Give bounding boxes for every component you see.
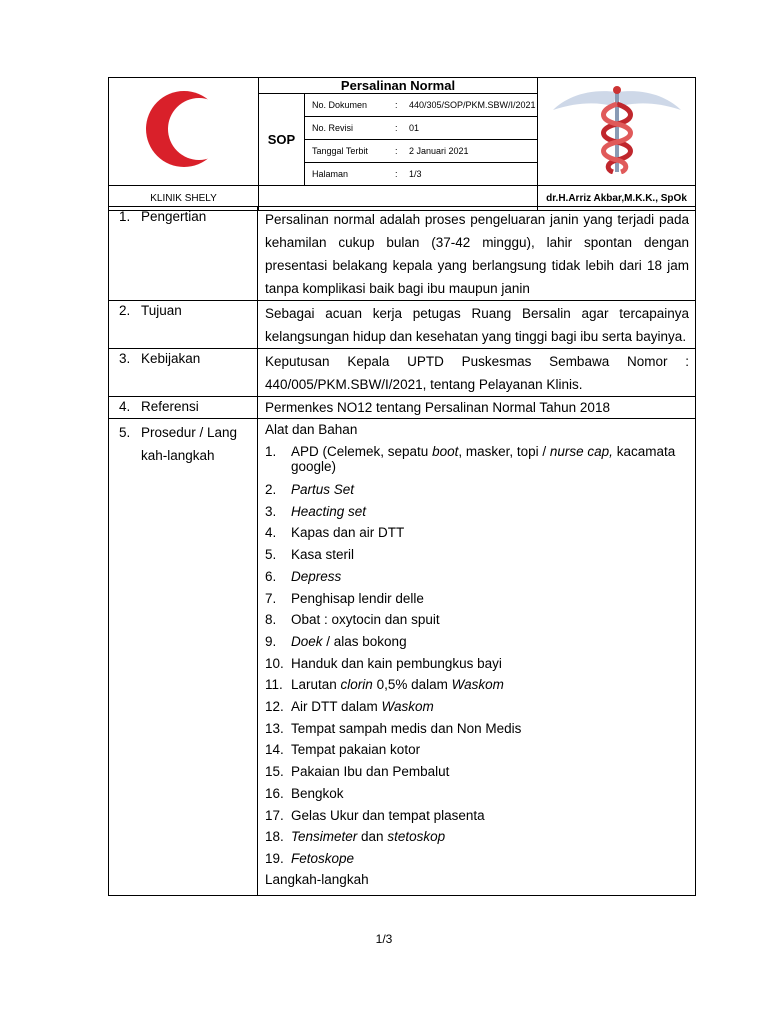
- list-item: [265, 631, 689, 653]
- list-item-text-part: Bengkok: [291, 785, 344, 801]
- langkah-heading: Langkah-langkah: [265, 871, 369, 887]
- list-item-text: [291, 805, 689, 827]
- list-item-text-part: Penghisap lendir delle: [291, 590, 424, 606]
- list-item-text: [291, 848, 689, 870]
- list-item-text-part: Doek: [291, 633, 323, 649]
- meta-no-dokumen-value: [395, 94, 538, 117]
- caduceus-logo-cell: [538, 78, 696, 186]
- row-kebijakan: [109, 349, 696, 397]
- red-crescent-logo-cell: [109, 78, 259, 186]
- list-item-text-part: Gelas Ukur dan tempat plasenta: [291, 807, 485, 823]
- meta-label: Halaman: [312, 169, 349, 179]
- list-item-text: [291, 718, 689, 740]
- meta-value: 440/305/SOP/PKM.SBW/I/2021: [409, 100, 536, 111]
- alat-bahan-list: [265, 440, 689, 870]
- row-prosedur: [109, 419, 696, 896]
- sop-label: SOP: [259, 94, 305, 186]
- row-key: [109, 301, 258, 349]
- list-item-text-part: Depress: [291, 568, 342, 584]
- list-item-text: [291, 739, 689, 761]
- meta-value: 2 Januari 2021: [409, 146, 469, 157]
- list-item-text-part: Waskom: [451, 677, 504, 693]
- sop-header-table: [108, 77, 696, 211]
- list-item: [265, 522, 689, 544]
- list-item-number: 2.: [265, 482, 277, 497]
- page-number: 1/3: [375, 932, 393, 946]
- list-item-number: 10.: [265, 655, 284, 671]
- list-item: [265, 479, 689, 501]
- alat-bahan-heading: Alat dan Bahan: [265, 422, 358, 437]
- meta-no-dokumen: [305, 94, 396, 117]
- list-item-text-part: Tensimeter: [291, 829, 358, 845]
- list-item-text-part: Fetoskope: [291, 850, 355, 866]
- row-label: Referensi: [141, 399, 199, 414]
- list-item-text: [291, 479, 689, 501]
- list-item-number: 17.: [265, 807, 284, 823]
- row-key: [109, 207, 258, 301]
- row-referensi: [109, 397, 696, 419]
- list-item-text-part: Heacting set: [291, 503, 367, 519]
- list-item-text: [291, 501, 689, 523]
- list-item: [265, 805, 689, 827]
- list-item: [265, 848, 689, 870]
- row-label: Tujuan: [141, 303, 182, 318]
- list-item-number: 12.: [265, 699, 284, 715]
- list-item-text-part: Tempat sampah medis dan Non Medis: [291, 720, 522, 736]
- row-key: [109, 397, 258, 419]
- meta-colon: :: [395, 99, 398, 110]
- list-item: [265, 674, 689, 696]
- list-item-text-part: nurse cap,: [549, 444, 613, 459]
- row-label: Pengertian: [141, 209, 207, 224]
- meta-colon: :: [395, 145, 398, 156]
- list-item-number: 9.: [265, 633, 277, 649]
- list-item-text: [291, 783, 689, 805]
- list-item-text-part: Obat : oxytocin dan spuit: [291, 612, 440, 628]
- list-item-text: [291, 544, 689, 566]
- meta-value: 1/3: [409, 169, 422, 180]
- red-crescent-icon: [144, 89, 224, 169]
- list-item-text-part: stetoskop: [387, 829, 446, 845]
- list-item-text: [291, 444, 689, 474]
- list-item-number: 16.: [265, 785, 284, 801]
- list-item-text-part: Air DTT dalam: [291, 699, 382, 715]
- pengertian-text: Persalinan normal adalah proses pengeluaran janin yang terjadi pada kehamilan cukup bulan (37-42 minggu), lahir spontan dengan presentasi belakang kepala yang berlangsung tidak lebih dari 18 jam tanpa komplikasi baik bagi ibu maupun janin: [258, 207, 696, 301]
- list-item-text-part: boot: [432, 444, 459, 459]
- list-item: [265, 440, 689, 479]
- row-label: Prosedur / Lang: [141, 425, 238, 440]
- list-item-text: [291, 609, 689, 631]
- list-item-text: [291, 631, 689, 653]
- list-item: [265, 739, 689, 761]
- list-item: [265, 566, 689, 588]
- list-item-text-part: 0,5% dalam: [372, 677, 452, 693]
- list-item-text: [291, 522, 689, 544]
- clinic-name: KLINIK SHELY: [109, 186, 259, 211]
- list-item: [265, 653, 689, 675]
- tujuan-text: Sebagai acuan kerja petugas Ruang Bersalin agar tercapainya kelangsungan hidup dan kesehatan yang tinggi bagi ibu serta bayinya.: [258, 301, 696, 349]
- list-item: [265, 501, 689, 523]
- prosedur-content: [258, 419, 696, 896]
- row-number: 1.: [119, 209, 131, 224]
- kebijakan-text: Keputusan Kepala UPTD Puskesmas Sembawa Nomor : 440/005/PKM.SBW/I/2021, tentang Pelayanan Klinis.: [258, 349, 696, 397]
- list-item-number: 6.: [265, 568, 277, 584]
- meta-label: No. Revisi: [312, 123, 354, 133]
- meta-label: Tanggal Terbit: [312, 146, 368, 156]
- list-item: [265, 761, 689, 783]
- document-title: Persalinan Normal: [259, 78, 538, 94]
- list-item-number: 18.: [265, 829, 284, 845]
- list-item: [265, 544, 689, 566]
- list-item-text-part: Kasa steril: [291, 547, 355, 563]
- row-label-cont: kah-langkah: [141, 448, 215, 463]
- list-item-text-part: APD (Celemek, sepatu: [291, 444, 433, 459]
- list-item-text-part: / alas bokong: [322, 633, 407, 649]
- row-number: 3.: [119, 351, 131, 366]
- list-item-text-part: clorin: [340, 677, 373, 693]
- list-item-text-part: Kapas dan air DTT: [291, 525, 405, 541]
- row-key: [109, 349, 258, 397]
- row-number: 4.: [119, 399, 131, 414]
- list-item-number: 1.: [265, 444, 277, 459]
- list-item-text: [291, 761, 689, 783]
- meta-no-revisi-value: [395, 117, 538, 140]
- list-item-number: 4.: [265, 525, 277, 541]
- list-item-number: 11.: [265, 677, 283, 693]
- list-item: [265, 826, 689, 848]
- list-item-text: [291, 588, 689, 610]
- meta-tanggal-terbit: [305, 140, 396, 163]
- list-item-text: [291, 674, 689, 696]
- list-item-text-part: , masker, topi /: [458, 444, 550, 459]
- meta-value: 01: [409, 123, 420, 134]
- list-item-text: [291, 826, 689, 848]
- list-item-number: 5.: [265, 547, 277, 563]
- meta-colon: :: [395, 122, 398, 133]
- list-item: [265, 696, 689, 718]
- list-item: [265, 609, 689, 631]
- list-item-number: 19.: [265, 850, 284, 866]
- list-item-text-part: kacamata google): [291, 444, 676, 474]
- list-item-text-part: Pakaian Ibu dan Pembalut: [291, 764, 450, 780]
- row-number: 5.: [119, 425, 131, 440]
- list-item-text: [291, 696, 689, 718]
- row-number: 2.: [119, 303, 131, 318]
- list-item-number: 15.: [265, 764, 284, 780]
- list-item-text: [291, 653, 689, 675]
- list-item-text-part: Larutan: [291, 677, 341, 693]
- list-item: [265, 588, 689, 610]
- doctor-name: dr.H.Arriz Akbar,M.K.K., SpOk: [538, 186, 696, 211]
- row-pengertian: [109, 207, 696, 301]
- list-item-text: [291, 566, 689, 588]
- list-item-number: 3.: [265, 503, 277, 519]
- list-item-number: 7.: [265, 590, 277, 606]
- list-item-number: 8.: [265, 612, 277, 628]
- list-item-text-part: Tempat pakaian kotor: [291, 742, 421, 758]
- list-item-text-part: Waskom: [381, 699, 434, 715]
- meta-halaman: [305, 163, 396, 186]
- referensi-text: Permenkes NO12 tentang Persalinan Normal Tahun 2018: [258, 397, 696, 419]
- list-item-text-part: Handuk dan kain pembungkus bayi: [291, 655, 502, 671]
- meta-no-revisi: [305, 117, 396, 140]
- meta-tanggal-terbit-value: [395, 140, 538, 163]
- list-item: [265, 783, 689, 805]
- meta-label: No. Dokumen: [312, 100, 368, 110]
- list-item-number: 14.: [265, 742, 284, 758]
- list-item-number: 13.: [265, 720, 284, 736]
- row-tujuan: [109, 301, 696, 349]
- row-label: Kebijakan: [141, 351, 201, 366]
- caduceus-icon: [547, 84, 687, 174]
- meta-colon: :: [395, 168, 398, 179]
- list-item-text-part: dan: [357, 829, 388, 845]
- sop-body-table: [108, 206, 696, 896]
- list-item: [265, 718, 689, 740]
- row-key: [109, 419, 258, 896]
- list-item-text-part: Partus Set: [291, 482, 355, 497]
- meta-halaman-value: [395, 163, 538, 186]
